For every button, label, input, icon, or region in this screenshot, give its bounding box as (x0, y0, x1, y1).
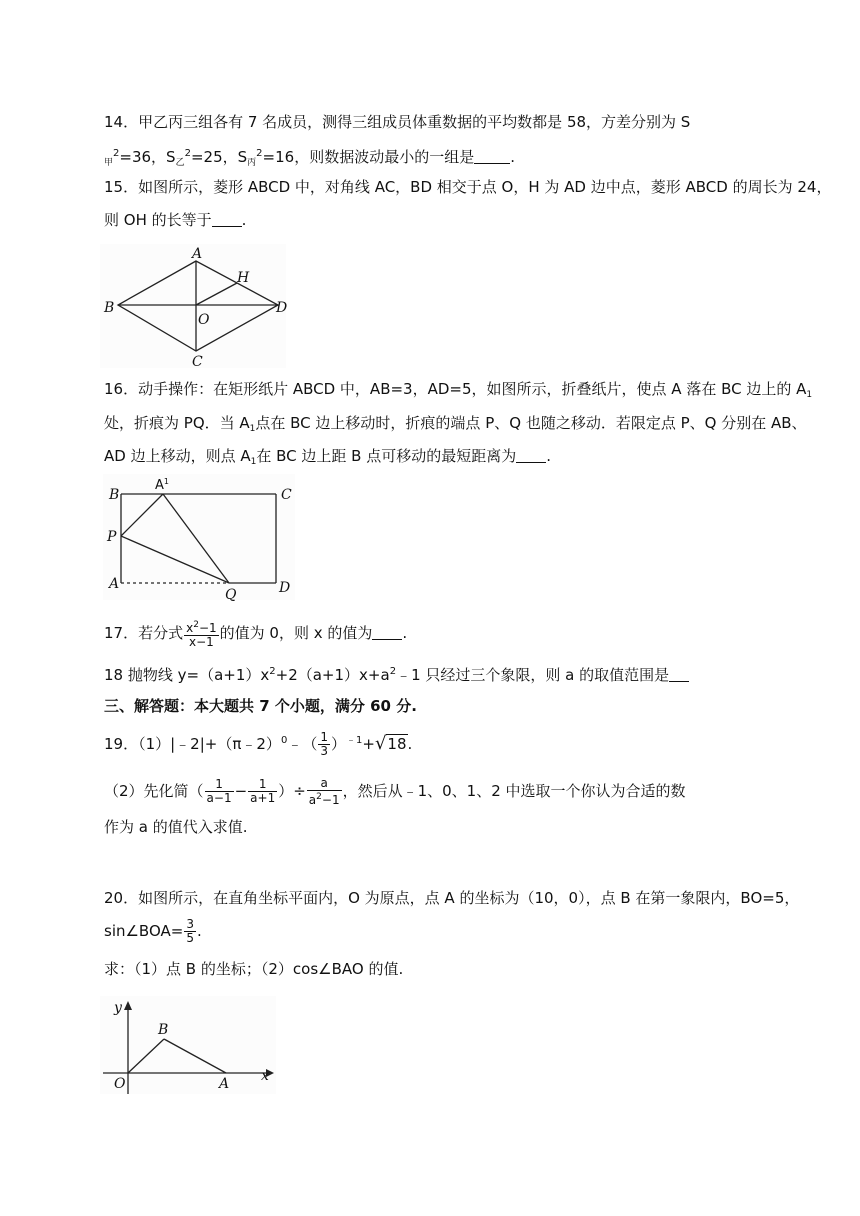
q20-sin-pre: sin∠BOA= (104, 922, 184, 940)
answer-blank (474, 149, 510, 164)
answer-blank (212, 212, 242, 227)
q15-text2: 则 OH 的长等于 (104, 211, 212, 229)
sup-2: 2 (269, 666, 276, 677)
q19-p1c: ） (330, 735, 346, 753)
answer-blank (516, 448, 546, 463)
fraction-one-third: $\frac{1}{3}$ (320, 730, 328, 758)
q16-text3b: 在 BC 边上距 B 点可移动的最短距离为 (256, 447, 517, 465)
q16-end: . (546, 447, 552, 465)
q14-val-bing: =16，则数据波动最小的一组是 (262, 148, 475, 166)
coordinate-figure (100, 996, 280, 1096)
rhombus-figure (100, 244, 290, 370)
q19-p2a: （2）先化简（ (104, 782, 204, 800)
label-c: C (281, 487, 292, 503)
q19-part2-line2: 作为 a 的值代入求值. (104, 818, 248, 836)
fraction-3-5: $\frac{3}{5}$ (186, 917, 194, 945)
q16-line1 (104, 379, 812, 405)
label-a1: $A^1$ (155, 477, 169, 493)
q14-end: . (510, 148, 515, 166)
q19-p2b: ）÷ (278, 782, 306, 800)
q19-p2c: ，然后从﹣1、0、1、2 中选取一个你认为合适的数 (342, 782, 686, 800)
sup-0: 0 (280, 735, 288, 746)
q14-val-yi: =25，S (190, 148, 248, 166)
q17-post: 的值为 0，则 x 的值为 (219, 624, 373, 642)
q16-text2b: 点在 BC 边上移动时，折痕的端点 P、Q 也随之移动．若限定点 P、Q 分别在 AB、 (255, 414, 807, 432)
q19-p1e: . (407, 735, 413, 753)
sup-2: 2 (113, 148, 120, 159)
sub-1: 1 (250, 457, 257, 467)
label-d: D (276, 300, 288, 316)
q14-val-jia: =36，S (119, 148, 176, 166)
label-x: x (261, 1068, 269, 1084)
sub-1: 1 (249, 424, 256, 434)
label-d: D (279, 580, 291, 596)
q14-line1 (104, 112, 690, 132)
figure-background (103, 474, 295, 600)
q19-p1a: 19．（1）|﹣2|+（π﹣2） (104, 735, 281, 753)
q18-part-c: ﹣1 只经过三个象限，则 a 的取值范围是 (396, 666, 670, 684)
sub-1: 1 (806, 390, 813, 400)
answer-blank (669, 667, 689, 682)
sub-yi: 乙 (175, 158, 185, 168)
label-b: B (104, 300, 115, 316)
minus-sign: − (234, 782, 248, 800)
q15-end: . (241, 211, 247, 229)
label-o: O (198, 312, 210, 328)
q17-pre: 17．若分式 (104, 624, 184, 642)
label-h: H (237, 270, 250, 286)
q16-text3a: AD 边上移动，则点 A (104, 447, 251, 465)
q18-line (104, 662, 689, 685)
q19-p1b: ﹣（ (287, 735, 318, 753)
q20-ask: 求：（1）点 B 的坐标；（2）cos∠BAO 的值. (104, 960, 404, 978)
fraction-1-over-a-plus-1: $\frac{1}{a+1}$ (250, 777, 276, 805)
fraction-1-over-a-minus-1: $\frac{1}{a-1}$ (206, 777, 232, 805)
q14-text: 14．甲乙丙三组各有 7 名成员，测得三组成员体重数据的平均数都是 58，方差分别为 S (104, 113, 691, 131)
q19-part1 (104, 724, 412, 761)
sup-2: 2 (256, 148, 263, 159)
label-b: B (109, 487, 120, 503)
label-a: A (219, 1076, 230, 1092)
sup-neg1: ﹣1 (345, 735, 363, 746)
sub-jia: 甲 (104, 158, 114, 168)
q16-line3 (104, 446, 551, 472)
fraction-a-over-a2-minus-1: $\frac{a}{a^2-1}$ (308, 775, 340, 807)
q19-p1d: + (362, 735, 375, 753)
label-y: y (114, 1000, 122, 1016)
q20-sin-line (104, 914, 202, 948)
sup-2: 2 (389, 666, 397, 677)
q19-part2 (104, 773, 686, 809)
figure-background (100, 996, 276, 1094)
q14-line2 (104, 144, 515, 173)
label-c: C (192, 354, 203, 370)
q20-line1: 20．如图所示，在直角坐标平面内，O 为原点，点 A 的坐标为（10，0），点 B 在第一象限内，BO=5， (104, 889, 800, 907)
label-b: B (158, 1022, 169, 1038)
q16-text1: 16．动手操作：在矩形纸片 ABCD 中，AB=3，AD=5，如图所示，折叠纸片，使点 A 落在 BC 边上的 A (104, 380, 807, 398)
sub-bing: 丙 (247, 158, 257, 168)
q16-line2 (104, 413, 807, 439)
q17-fraction: $\frac{x^2-1}{x-1}$ (186, 619, 217, 649)
sup-2: 2 (184, 148, 191, 159)
sqrt-18: √18 (374, 733, 407, 754)
q18-part-b: +2（a+1）x+a (275, 666, 390, 684)
rectangle-fold-figure (103, 474, 298, 602)
q17-line (104, 616, 407, 650)
q16-text2a: 处，折痕为 PQ．当 A (104, 414, 250, 432)
label-o: O (114, 1076, 126, 1092)
label-p: P (107, 529, 117, 545)
q15-line2 (104, 210, 246, 230)
label-a: A (192, 246, 203, 262)
answer-blank (372, 625, 402, 640)
q15-line1 (104, 177, 831, 197)
label-q: Q (225, 587, 237, 602)
label-a: A (109, 576, 120, 592)
q15-text: 15．如图所示，菱形 ABCD 中，对角线 AC，BD 相交于点 O，H 为 AD 边中点，菱形 ABCD 的周长为 24， (104, 178, 832, 196)
q17-end: . (402, 624, 408, 642)
section-3-heading: 三、解答题：本大题共 7 个小题，满分 60 分. (104, 697, 417, 715)
q20-sin-end: . (196, 922, 202, 940)
q18-part-a: 18 抛物线 y=（a+1）x (104, 666, 270, 684)
